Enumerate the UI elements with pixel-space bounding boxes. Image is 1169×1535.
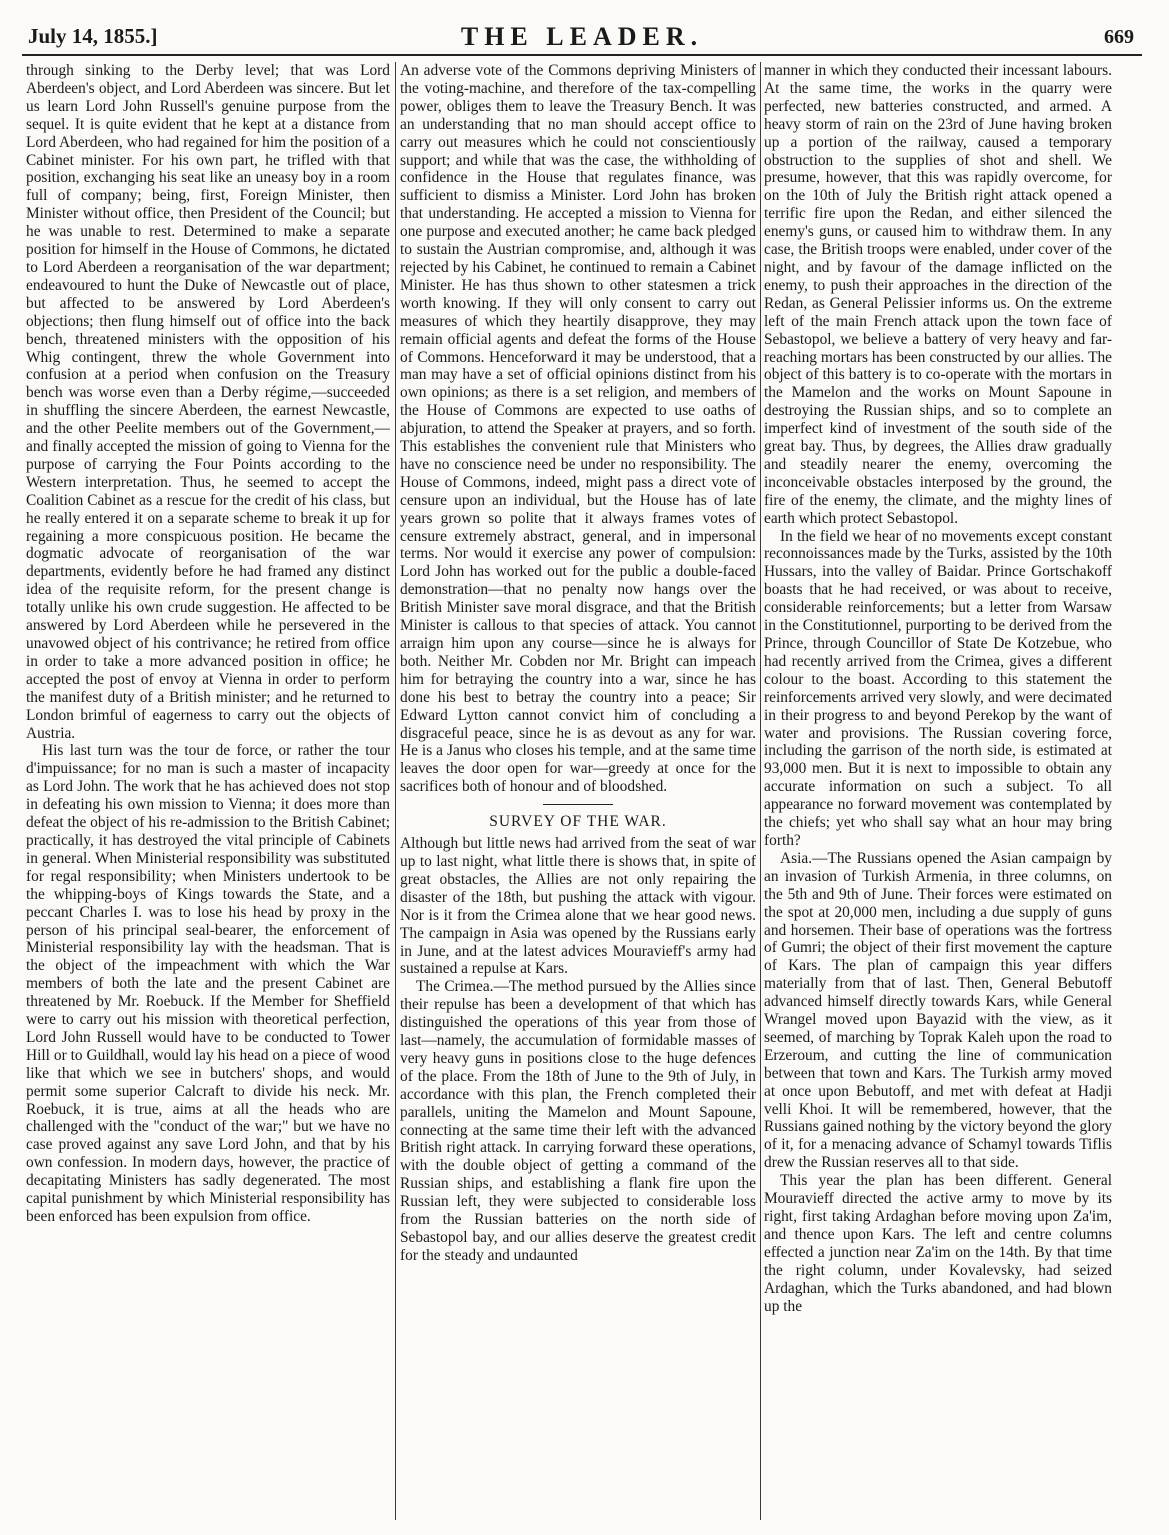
- paragraph: In the field we hear of no movements except constant reconnoissances made by the Turks, assisted by the 10th Hussars, into the valley of Baidar. Prince Gortschakoff boasts that he had received, or was about to receive, considerable reinforcements; but a letter from Warsaw in the Constitutionnel, purporting to be derived from the Prince, through Councillor of State De Kotzebue, who had recently arrived from the Crimea, gives a different colour to the boast. According to this statement the reinforcements arrived very slowly, and were decimated in their progress to and beyond Perekop by the want of water and provisions. The Russian covering force, including the garrison of the north side, is estimated at 93,000 men. But it is next to impossible to obtain any accurate information on such a subject. To all appearance no forward movement was contemplated by the chiefs; yet who shall say what an hour may bring forth?: [764, 527, 1112, 849]
- paragraph: An adverse vote of the Commons depriving Ministers of the voting-machine, and therefore of the tax-compelling power, obliges them to leave the Treasury Bench. It was an understanding that no man should accept office to carry out measures which he could not conscientiously support; and while that was the case, the withholding of confidence in the House that regulates finance, was sufficient to dismiss a Minister. Lord John has broken that understanding. He accepted a mission to Vienna for one purpose and executed another; he came back pledged to sustain the Austrian compromise, and, although it was rejected by his Cabinet, he continued to remain a Cabinet Minister. He has thus shown to other statesmen a trick worth knowing. If they will only consent to carry out measures of which they heartily disapprove, they may remain official agents and defeat the forms of the House of Commons. Henceforward it may be understood, that a man may have a set of official opinions distinct from his own opinions; as there is a set religion, and members of the House of Commons are expected to use oaths of abjuration, to attend the Speaker at prayers, and so forth. This establishes the convenient rule that Ministers who have no conscience need be under no responsibility. The House of Commons, indeed, might pass a direct vote of censure upon an individual, but the House has of late years grown so polite that it always frames votes of censure extremely abstract, general, and in impersonal terms. Nor would it exercise any power of compulsion: Lord John has worked out for the public a double-faced demonstration—that no penalty now hangs over the British Minister save moral disgrace, and that the British Minister is callous to that species of attack. You cannot arraign him upon any course—since he is always for both. Neither Mr. Cobden nor Mr. Bright can impeach him for betraying the country into a war, since he has done his best to betray the country into a peace; Sir Edward Lytton cannot convict him of concluding a disgraceful peace, since he is as devout as any for war. He is a Janus who closes his temple, and at the same time leaves the door open for war—greedy at once for the sacrifices both of honour and of bloodshed.: [400, 62, 756, 796]
- paragraph: Asia.—The Russians opened the Asian campaign by an invasion of Turkish Armenia, in three columns, on the 5th and 9th of June. Their forces were estimated on the spot at 20,000 men, including a due supply of guns and horsemen. Their base of operations was the fortress of Gumri; the object of their first movement the capture of Kars. The plan of campaign this year differs materially from that of last. Then, General Bebutoff advanced himself directly towards Kars, while General Wrangel moved upon Bayazid with the view, as it seemed, of marching by Toprak Kaleh upon the road to Erzeroum, and cutting the line of communication between that town and Kars. The Turkish army moved at once upon Bebutoff, and met with defeat at Hadji velli Khoi. It will be remembered, however, that the Russians gained nothing by the victory beyond the glory of it, for a menacing advance of Schamyl towards Tiflis drew the Russian reserves all to that side.: [764, 849, 1112, 1172]
- paragraph: through sinking to the Derby level; that was Lord Aberdeen's object, and Lord Aberdeen was sincere. But let us learn Lord John Russell's genuine purpose from the sequel. It is quite evident that he kept at a distance from Lord Aberdeen, who had regained for him the position of a Cabinet minister. For his own part, he trifled with that position, exchanging his seat like an uneasy boy in a room full of company; being, first, Foreign Minister, then Minister without office, then President of the Council; but he was unable to rest. Determined to make a separate position for himself in the House of Commons, he dictated to Lord Aberdeen a reorganisation of the war department; endeavoured to hunt the Duke of Newcastle out of place, but affected to be answered by Lord Aberdeen's objections; then flung himself out of office into the back bench, threatened ministers with the opposition of his Whig contingent, threw the whole Government into confusion at a period when confusion on the Treasury bench was worse even than a Derby régime,—succeeded in shuffling the sincere Aberdeen, the earnest Newcastle, and the other Peelite members out of the Government,—and finally accepted the mission of going to Vienna for the purpose of carrying the Four Points according to the Western interpretation. Thus, he seemed to accept the Coalition Cabinet as a rescue for the credit of his class, but he really entered it on a separate scheme to break it up for regaining a more conspicuous position. He became the dogmatic advocate of reorganisation of the war departments, evidently before he had framed any distinct idea of the requisite reform, for the present change is totally unlike his own crude suggestion. He affected to be answered by Lord Aberdeen while he persevered in the unavowed object of his contrivance; he retired from office in order to take a more advanced position in office; he accepted the post of envoy at Vienna in order to perform the manifest duty of a British minister; and he returned to London brimful of eagerness to carry out the objects of Austria.: [26, 62, 390, 742]
- page-number: 669: [1104, 26, 1134, 48]
- paragraph: His last turn was the tour de force, or rather the tour d'impuissance; for no man is such a master of incapacity as Lord John. The work that he has achieved does not stop in defeating his own mission to Vienna; it does more than defeat the object of his re-admission to the British Cabinet; practically, it has destroyed the vital principle of Cabinets in general. When Ministerial responsibility was substituted for regal responsibility; when Ministers undertook to be the whipping-boys of Kings towards the State, and a peccant Charles I. was to lose his head by proxy in the person of his principal seal-bearer, the enforcement of Ministerial responsibility lay with the headsman. That is the object of the impeachment with which the War members of both the late and the present Cabinet are threatened by Mr. Roebuck. If the Member for Sheffield were to carry out his mission with theoretical perfection, Lord John Russell would have to be conducted to Tower Hill or to Guildhall, would lay his head on a piece of wood like that which we see in butchers' shops, and would permit some superior Calcraft to divide his neck. Mr. Roebuck, it is true, aims at all the heads who are challenged with the "conduct of the war;" but we have no case proved against any save Lord John, and that by his own confession. In modern days, however, the practice of decapitating Ministers has sadly degenerated. The most capital punishment by which Ministerial responsibility has been enforced has been expulsion from office.: [26, 742, 390, 1225]
- issue-date: July 14, 1855.]: [28, 24, 158, 48]
- newspaper-title: THE LEADER.: [460, 22, 704, 51]
- column-3: [764, 62, 1112, 1522]
- paragraph: The Crimea.—The method pursued by the Allies since their repulse has been a development of that which has distinguished the operations of this year from those of last—namely, the accumulation of formidable masses of very heavy guns in positions close to the huge defences of the place. From the 18th of June to the 9th of July, in accordance with this plan, the French completed their parallels, uniting the Mamelon and Mount Sapoune, connecting at the same time their left with the advanced British right attack. In carrying forward these operations, with the double object of getting a command of the Russian ships, and establishing a flank fire upon the Russian left, they were subjected to considerable loss from the Russian batteries on the north side of Sebastopol bay, and our allies deserve the greatest credit for the steady and undaunted: [400, 978, 756, 1264]
- column-divider-1: [395, 62, 396, 1520]
- column-divider-2: [760, 62, 761, 1520]
- section-title: SURVEY OF THE WAR.: [400, 804, 756, 831]
- paragraph: Although but little news had arrived from the seat of war up to last night, what little there is shows that, in spite of great obstacles, the Allies are not only repairing the disaster of the 18th, but pushing the attack with vigour. Nor is it from the Crimea alone that we hear good news. The campaign in Asia was opened by the Russians early in June, and at the latest advices Mouravieff's army had sustained a repulse at Kars.: [400, 835, 756, 978]
- column-1: [26, 62, 390, 1522]
- paragraph: This year the plan has been different. General Mouravieff directed the active army to move by its right, first taking Ardaghan before moving upon Za'im, and thence upon Kars. The left and centre columns effected a junction near Za'im on the 14th. By that time the right column, under Kovalevsky, had seized Ardaghan, which the Turks abandoned, and had blown up the: [764, 1172, 1112, 1315]
- masthead: [22, 14, 1142, 56]
- paragraph: manner in which they conducted their incessant labours. At the same time, the works in the quarry were perfected, new batteries constructed, and armed. A heavy storm of rain on the 23rd of June having broken up a portion of the railway, caused a temporary obstruction to the supplies of shot and shell. We presume, however, that this was rapidly overcome, for on the 10th of July the British right attack opened a terrific fire upon the Redan, and either silenced the enemy's guns, or caused him to withdraw them. In any case, the British troops were enabled, under cover of the night, and by favour of the damage inflicted on the enemy, to push their approaches in the direction of the Redan, as General Pelissier informs us. On the extreme left of the main French attack upon the town face of Sebastopol, we believe a battery of very heavy and far-reaching mortars has been constructed by our allies. The object of this battery is to co-operate with the mortars in the Mamelon and the works on Mount Sapoune in destroying the Russian ships, and so to complete an imperfect kind of investment of the south side of the great bay. Thus, by degrees, the Allies draw gradually and steadily nearer the enemy, overcoming the inconceivable obstacles interposed by the ground, the fire of the enemy, the climate, and the mighty lines of earth which protect Sebastopol.: [764, 62, 1112, 527]
- column-2: [400, 62, 756, 1522]
